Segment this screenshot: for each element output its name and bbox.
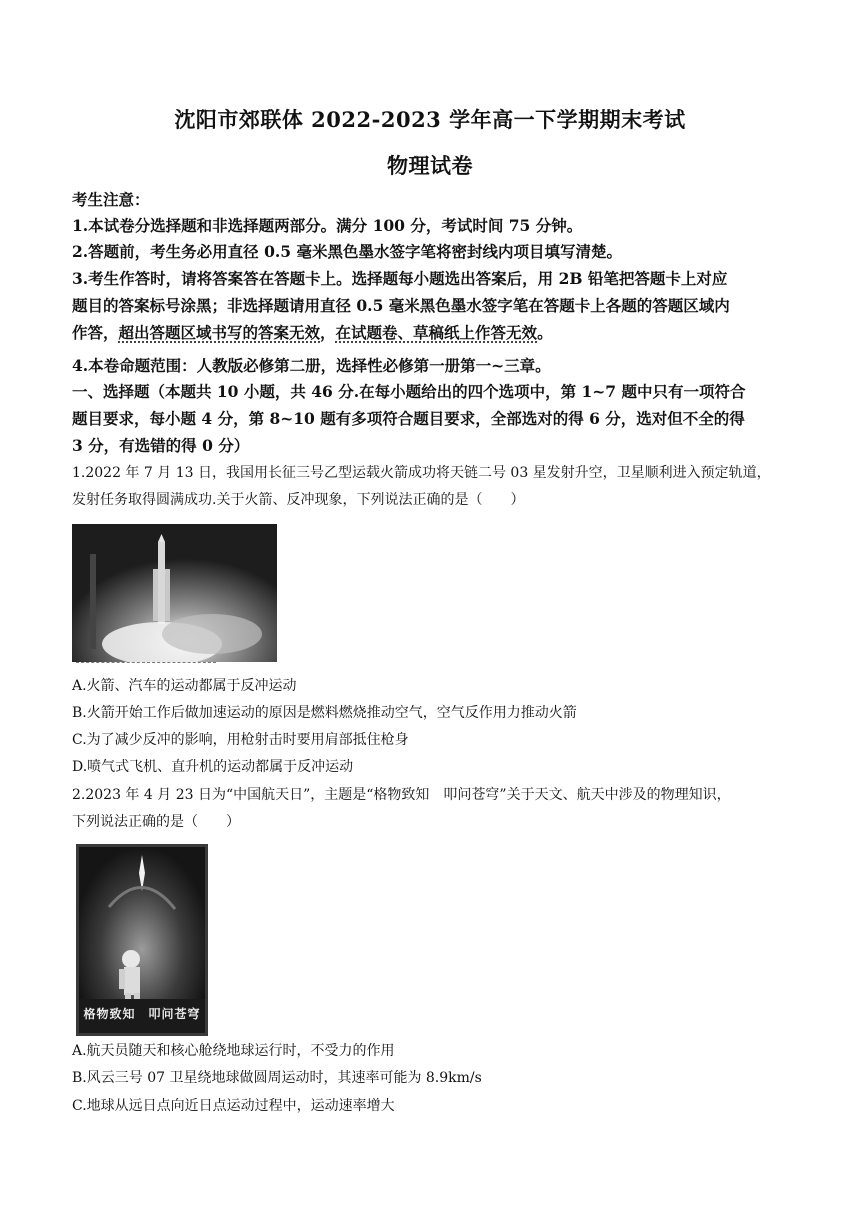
notice-item-1: 1.本试卷分选择题和非选择题两部分。满分 100 分，考试时间 75 分钟。 bbox=[72, 216, 583, 235]
q1-stem-line-1: 1.2022 年 7 月 13 日，我国用长征三号乙型运载火箭成功将天链二号 03 星发射升空，卫星顺利进入预定轨道， bbox=[72, 465, 771, 481]
q1-option-a: A.火箭、汽车的运动都属于反冲运动 bbox=[72, 678, 297, 694]
poster-theme-text: 格物致知 叩问苍穹 bbox=[83, 1007, 201, 1021]
exam-title: 沈阳市郊联体 2022-2023 学年高一下学期期末考试 bbox=[174, 107, 686, 132]
q2-option-b: B.风云三号 07 卫星绕地球做圆周运动时，其速率可能为 8.9km/s bbox=[72, 1070, 482, 1086]
emphasis-text: 在试题卷、草稿纸上作答无效 bbox=[335, 323, 538, 342]
space-day-poster bbox=[76, 844, 208, 1036]
section-heading-line-3: 3 分，有选错的得 0 分） bbox=[72, 436, 250, 455]
notice-text: 作答， bbox=[72, 323, 119, 342]
q2-stem-line-2: 下列说法正确的是（ ） bbox=[72, 814, 240, 830]
notice-item-3-line-2: 题目的答案标号涂黑；非选择题请用直径 0.5 毫米黑色墨水签字笔在答题卡上各题的答题区域内 bbox=[72, 296, 730, 315]
notice-text: 。 bbox=[537, 323, 553, 342]
q2-option-c: C.地球从远日点向近日点运动过程中，运动速率增大 bbox=[72, 1098, 395, 1114]
q2-stem-line-1: 2.2023 年 4 月 23 日为“中国航天日”，主题是“格物致知 叩问苍穹”关于天文、航天中涉及的物理知识， bbox=[72, 787, 731, 803]
notice-item-2: 2.答题前，考生务必用直径 0.5 毫米黑色墨水签字笔将密封线内项目填写清楚。 bbox=[72, 242, 622, 261]
exam-subtitle: 物理试卷 bbox=[387, 153, 473, 178]
notice-heading: 考生注意： bbox=[72, 190, 150, 209]
rocket-launch-photo bbox=[72, 524, 277, 662]
notice-item-3-line-3 bbox=[72, 323, 792, 343]
photo-scan-mark bbox=[76, 662, 216, 669]
section-heading-line-1: 一、选择题（本题共 10 小题，共 46 分.在每小题给出的四个选项中，第 1~7 题中只有一项符合 bbox=[72, 382, 746, 401]
q1-option-c: C.为了减少反冲的影响，用枪射击时要用肩部抵住枪身 bbox=[72, 732, 409, 748]
q1-option-b: B.火箭开始工作后做加速运动的原因是燃料燃烧推动空气，空气反作用力推动火箭 bbox=[72, 705, 577, 721]
section-heading-line-2: 题目要求，每小题 4 分，第 8~10 题有多项符合题目要求，全部选对的得 6 分，选对但不全的得 bbox=[72, 409, 745, 428]
notice-item-4: 4.本卷命题范围：人教版必修第二册，选择性必修第一册第一~三章。 bbox=[72, 356, 551, 375]
notice-text: ， bbox=[320, 323, 336, 342]
q2-option-a: A.航天员随天和核心舱绕地球运行时，不受力的作用 bbox=[72, 1043, 395, 1059]
notice-item-3-line-1: 3.考生作答时，请将答案答在答题卡上。选择题每小题选出答案后，用 2B 铅笔把答题卡上对应 bbox=[72, 269, 728, 288]
rocket-launch-image bbox=[72, 524, 277, 662]
q1-option-d: D.喷气式飞机、直升机的运动都属于反冲运动 bbox=[72, 759, 354, 775]
q1-stem-line-2: 发射任务取得圆满成功.关于火箭、反冲现象，下列说法正确的是（ ） bbox=[72, 492, 525, 508]
emphasis-text: 超出答题区域书写的答案无效 bbox=[118, 323, 321, 342]
